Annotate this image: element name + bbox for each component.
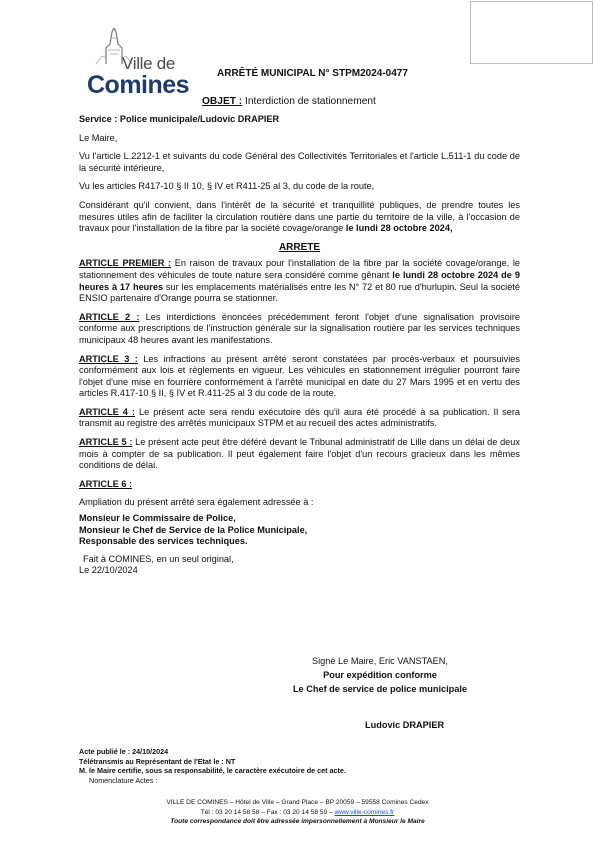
article-4 [79,407,520,430]
acte-publication-block [79,747,346,785]
considerant-date: le lundi 28 octobre 2024, [345,223,453,234]
article-2-text: Les interdictions énoncées précédemment feront l'objet d'une signalisation provisoire conforme aux prescriptions de l'instruction générale sur la signalisation routière par les services techniques municipaux 48 heures avant les manifestations. [79,311,520,345]
article-6 [79,479,520,491]
article-3-label: ARTICLE 3 : [79,353,138,364]
city-logo [87,28,200,108]
acte-certifie: M. le Maire certifie, sous sa responsabilité, le caractère exécutoire de cet acte. [79,766,346,776]
fait-line: Fait à COMINES, en un seul original, [83,553,234,564]
considerant-paragraph [79,200,520,235]
article-1-label: ARTICLE PREMIER : [79,258,172,269]
website-link[interactable]: www.ville-comines.fr [334,808,395,816]
article-5 [79,437,520,472]
article-1-text-end: sur les emplacements matérialisés entre les N° 72 et 80 rue d'hurlupin. Seul la société ENSIO partenaire d'Orange pourra se stationner. [79,281,520,304]
date-line: Le 22/10/2024 [79,565,138,576]
article-6-label: ARTICLE 6 : [79,478,133,489]
footer-address: VILLE DE COMINES – Hôtel de Ville – Grand Place – BP 20059 – 59558 Comines Cedex [166,799,429,806]
acte-teletransmis: Télétransmis au Représentant de l'Etat le : NT [79,756,236,766]
considerant-text: Considérant qu'il convient, dans l'intérêt de la sécurité et tranquillité publiques, de prendre toutes les mesures utiles afin de faciliter la circulation routière dans une partie du territoire de la ville, à l'occasion de travaux pour l'installation de la fibre par la société covage/orange [79,199,520,234]
article-5-label: ARTICLE 5 : [79,437,133,448]
arrete-heading: ARRETE [278,241,321,253]
article-3-text: Les infractions au présent arrêté seront constatées par procès-verbaux et poursuivies conformément aux lois et règlements en vigueur. Les véhicules en stationnement irrégulier pourront faire l'objet d'une mise en fourrière conformément à l'arrêté municipal en date du 27 Mars 1995 et en vertu des articles R.417-10 § II, § IV et R.411-25 al 3 du code de la route. [79,353,520,399]
article-1-text: En raison de travaux pour l'installation de la fibre par la société covage/orange, le stationnement des véhicules de toute nature sera considéré comme gênant [79,258,520,280]
article-2 [79,312,520,347]
footer-phone-fax: Tél : 03 20 14 58 58 – Fax : 03 20 14 58 59 – [200,808,335,816]
signatory-name: Ludovic DRAPIER [365,720,445,730]
article-2-label: ARTICLE 2 : [79,311,140,322]
article-1 [79,258,520,304]
signature-chef: Le Chef de service de police municipale [292,684,468,694]
recipients-list [79,513,520,548]
footer-contact [70,808,525,818]
logo-text-ville: Ville de [122,54,176,73]
service-line: Service : Police municipale/Ludovic DRAPIER [79,114,280,124]
article-4-label: ARTICLE 4 : [79,406,135,417]
ampliation-line: Ampliation du présent arrêté sera également adressée à : [79,497,314,508]
maire-line: Le Maire, [79,132,118,143]
acte-nomenclature: Nomenclature Actes : [89,775,158,785]
article-4-text: Le présent acte sera rendu exécutoire dès qu'il aura été procédé à sa publication. Il sera transmit au registre des arrêtés municipaux STPM et au recueil des actes administratifs. [79,406,520,429]
objet-line [202,96,376,108]
stamp-box [470,1,593,64]
document-body [79,114,520,577]
objet-text: Interdiction de stationnement [242,96,376,107]
page-footer [70,798,525,827]
recipient-item: Monsieur le Chef de Service de la Police Municipale, [79,524,308,535]
vu-paragraph-2: Vu les articles R417-10 § II 10, § IV et R411-25 al 3, du code de la route, [79,181,375,192]
acte-publie: Acte publié le : 24/10/2024 [79,747,169,756]
logo-text-comines: Comines [87,71,190,99]
objet-label: OBJET : [202,96,243,107]
document-title: ARRÊTÉ MUNICIPAL N° STPM2024-0477 [217,68,408,79]
article-1-date: le lundi 28 octobre 2024 de 9 heures à 17 heures [79,269,520,292]
vu-paragraph-1: Vu l'article L.2212-1 et suivants du code Général des Collectivités Territoriales et l'article L.511-1 du code de la sécurité intérieure, [79,151,520,173]
article-3 [79,354,520,400]
signature-signe: Signé Le Maire, Eric VANSTAEN, [312,656,448,666]
article-5-text: Le présent acte peut être déféré devant le Tribunal administratif de Lille dans un délai de deux mois à compter de sa publication. Il peut également faire l'objet d'un recours gracieux dans les mêmes conditions de délai. [79,437,520,471]
footer-note: Toute correspondance doit être adressée impersonnellement à Monsieur le Maire [170,818,425,825]
signature-expedition: Pour expédition conforme [323,670,437,680]
recipient-item: Responsable des services techniques. [79,536,248,547]
recipient-item: Monsieur le Commissaire de Police, [79,513,236,524]
signature-block [240,654,520,696]
